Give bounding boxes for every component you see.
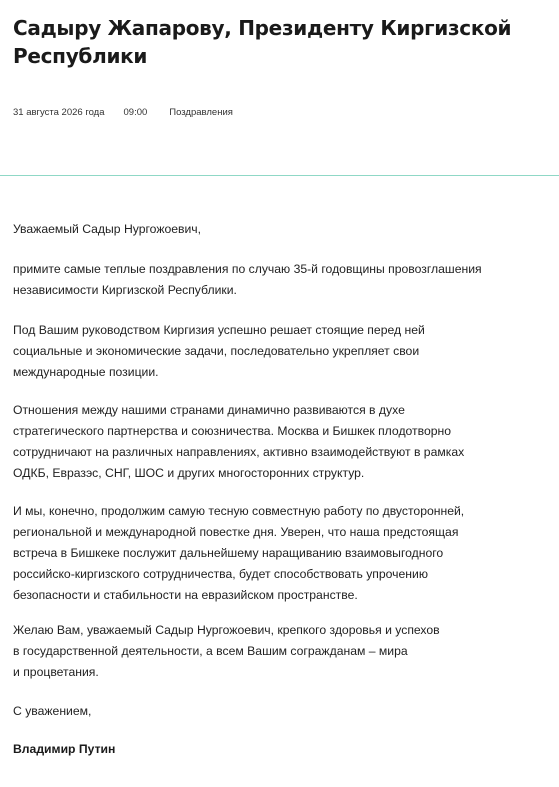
letter-line: ОДКБ, Евразэс, СНГ, ШОС и других многосторонних структур. <box>13 466 365 480</box>
letter-greeting: Уважаемый Садыр Нургожоевич, <box>13 222 202 236</box>
article-date: 31 августа 2026 года <box>13 106 105 118</box>
letter-line: международные позиции. <box>13 365 159 379</box>
letter-line: независимости Киргизской Республики. <box>13 283 237 297</box>
letter-paragraph-4 <box>13 501 464 606</box>
letter-paragraph-5 <box>13 620 440 683</box>
letter-signature: Владимир Путин <box>13 742 116 756</box>
letter-line: и процветания. <box>13 665 99 679</box>
letter-line: социальные и экономические задачи, последовательно укрепляет свои <box>13 344 420 358</box>
letter-closing: С уважением, <box>13 704 92 718</box>
letter-paragraph-1 <box>13 259 482 301</box>
letter-line: Желаю Вам, уважаемый Садыр Нургожоевич, крепкого здоровья и успехов <box>13 623 440 637</box>
article-time: 09:00 <box>123 106 148 118</box>
section-divider <box>0 175 559 176</box>
letter-line: российско-киргизского сотрудничества, будет способствовать упрочению <box>13 567 428 581</box>
article-category-link[interactable]: Поздравления <box>169 106 233 118</box>
letter-line: безопасности и стабильности на евразийском пространстве. <box>13 588 358 602</box>
letter-line: примите самые теплые поздравления по случаю 35-й годовщины провозглашения <box>13 262 482 276</box>
letter-line: сотрудничают на различных направлениях, активно взаимодействуют в рамках <box>13 445 465 459</box>
letter-paragraph-3 <box>13 400 464 484</box>
letter-line: региональной и международной повестке дня. Уверен, что наша предстоящая <box>13 525 459 539</box>
article-title: Садыру Жапарову, Президенту Киргизской Республики <box>13 16 512 68</box>
letter-paragraph-2 <box>13 320 425 383</box>
letter-line: в государственной деятельности, а всем Вашим согражданам – мира <box>13 644 408 658</box>
letter-line: стратегического партнерства и союзничества. Москва и Бишкек плодотворно <box>13 424 452 438</box>
article-meta <box>13 105 233 119</box>
letter-line: Отношения между нашими странами динамично развиваются в духе <box>13 403 405 417</box>
letter-line: встреча в Бишкеке послужит дальнейшему наращиванию взаимовыгодного <box>13 546 444 560</box>
letter-line: И мы, конечно, продолжим самую тесную совместную работу по двусторонней, <box>13 504 465 518</box>
letter-line: Под Вашим руководством Киргизия успешно решает стоящие перед ней <box>13 323 425 337</box>
